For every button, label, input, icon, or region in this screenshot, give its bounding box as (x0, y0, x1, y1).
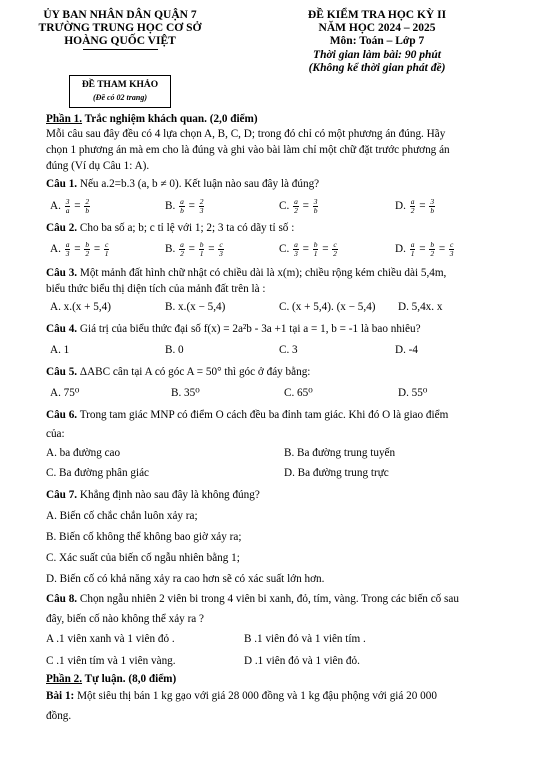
header-right-4: Thời gian làm bài: 90 phút (313, 49, 441, 61)
q5-option-b: B. 35⁰ (171, 387, 200, 399)
q7-option-b: B. Biến cố không thể không bao giờ xảy ra; (46, 531, 242, 543)
q8-option-d: D .1 viên đỏ và 1 viên đỏ. (244, 655, 360, 667)
part2-title: Phần 2. Tự luận. (8,0 điểm) (46, 673, 177, 685)
question-8-line-2: đây, biến cố nào không thể xảy ra ? (46, 613, 205, 625)
q2-option-a: A. $\frac{a}{3}$ = $\frac{b}{2}$ = $\frac{c}{1}$ (50, 240, 109, 258)
q7-option-d: D. Biến cố có khả năng xảy ra cao hơn sẽ có xác suất lớn hơn. (46, 573, 325, 585)
part1-title: Phần 1. Trắc nghiệm khách quan. (2,0 điểm) (46, 113, 258, 125)
q3-option-b: B. x.(x − 5,4) (165, 301, 226, 313)
reference-box-title: ĐỀ THAM KHẢO (81, 80, 159, 90)
q5-option-c: C. 65⁰ (284, 387, 313, 399)
q6-option-d: D. Ba đường trung trực (284, 467, 389, 479)
q8-option-c: C .1 viên tím và 1 viên vàng. (46, 655, 176, 667)
header-right-3: Môn: Toán – Lớp 7 (329, 35, 425, 47)
question-3-line-2: biểu thức biểu thị diện tích của mảnh đất trên là : (46, 283, 266, 295)
part1-intro-2: chọn 1 phương án mà em cho là đúng và ghi vào bài làm chỉ một chữ đặt trước phương án (46, 144, 450, 156)
q1-option-a: A. $\frac{3}{a}$ = $\frac{2}{b}$ (50, 197, 90, 215)
part1-intro-1: Mỗi câu sau đây đều có 4 lựa chọn A, B, C, D; trong đó chỉ có một phương án đúng. Hãy (46, 128, 446, 140)
q3-option-c: C. (x + 5,4). (x − 5,4) (279, 301, 376, 313)
q8-option-b: B .1 viên đỏ và 1 viên tím . (244, 633, 366, 645)
question-6: Câu 6. Trong tam giác MNP có điểm O cách đều ba đỉnh tam giác. Khi đó O là giao điểm (46, 409, 449, 421)
header-right-1: ĐỀ KIỂM TRA HỌC KỲ II (307, 9, 447, 21)
q8-option-a: A .1 viên xanh và 1 viên đỏ . (46, 633, 175, 645)
q4-option-a: A. 1 (50, 344, 70, 356)
question-8: Câu 8. Chọn ngẫu nhiên 2 viên bi trong 4 viên bi xanh, đỏ, tím, vàng. Trong các biến cố sau (46, 593, 459, 605)
part2-exercise-1-line-2: đồng. (46, 710, 72, 722)
header-left-2: TRƯỜNG TRUNG HỌC CƠ SỞ (38, 22, 202, 34)
question-7: Câu 7. Khẳng định nào sau đây là không đúng? (46, 489, 260, 501)
reference-box (69, 75, 171, 108)
question-5: Câu 5. ΔABC cân tại A có góc A = 50° thì góc ở đáy bằng: (46, 366, 311, 378)
q1-option-c: C. $\frac{a}{2}$ = $\frac{3}{b}$ (279, 197, 318, 215)
q1-option-d: D. $\frac{a}{2}$ = $\frac{3}{b}$ (395, 197, 435, 215)
q7-option-a: A. Biến cố chắc chắn luôn xảy ra; (46, 510, 198, 522)
question-6-line-2: của: (46, 428, 65, 440)
reference-box-note: (Đề có 02 trang) (93, 93, 147, 102)
q2-option-c: C. $\frac{a}{3}$ = $\frac{b}{1}$ = $\frac{c}{2}$ (279, 240, 337, 258)
part2-exercise-1: Bài 1: Một siêu thị bán 1 kg gạo với giá 28 000 đồng và 1 kg đậu phộng với giá 20 000 (46, 690, 437, 702)
q6-option-a: A. ba đường cao (46, 447, 121, 459)
q3-option-d: D. 5,4x. x (398, 301, 443, 313)
header-left-1: ỦY BAN NHÂN DÂN QUẬN 7 (43, 9, 197, 21)
q4-option-d: D. -4 (395, 344, 418, 356)
header-left-3: HOÀNG QUỐC VIỆT (64, 35, 176, 47)
header-right-2: NĂM HỌC 2024 – 2025 (318, 22, 436, 34)
q6-option-b: B. Ba đường trung tuyến (284, 447, 396, 459)
header-left-rule (83, 49, 158, 50)
q4-option-b: B. 0 (165, 344, 184, 356)
q4-option-c: C. 3 (279, 344, 298, 356)
q5-option-d: D. 55⁰ (398, 387, 428, 399)
q1-option-b: B. $\frac{a}{b}$ = $\frac{2}{3}$ (165, 197, 204, 215)
q2-option-b: B. $\frac{a}{2}$ = $\frac{b}{1}$ = $\frac{c}{3}$ (165, 240, 223, 258)
q7-option-c: C. Xác suất của biến cố ngẫu nhiên bằng 1; (46, 552, 240, 564)
question-1: Câu 1. Nếu a.2=b.3 (a, b ≠ 0). Kết luận nào sau đây là đúng? (46, 178, 320, 190)
header-right-5: (Không kể thời gian phát đề) (308, 62, 446, 74)
question-4: Câu 4. Giá trị của biểu thức đại số f(x) = 2a²b - 3a +1 tại a = 1, b = -1 là bao nhiêu? (46, 323, 421, 335)
q3-option-a: A. x.(x + 5,4) (50, 301, 111, 313)
q5-option-a: A. 75⁰ (50, 387, 80, 399)
question-2: Câu 2. Cho ba số a; b; c tỉ lệ với 1; 2; 3 ta có dãy tỉ số : (46, 222, 295, 234)
q6-option-c: C. Ba đường phân giác (46, 467, 150, 479)
question-3: Câu 3. Một mảnh đất hình chữ nhật có chiều dài là x(m); chiều rộng kém chiều dài 5,4m, (46, 267, 447, 279)
q2-option-d: D. $\frac{a}{1}$ = $\frac{b}{2}$ = $\frac{c}{3}$ (395, 240, 454, 258)
part1-intro-3: đúng (Ví dụ Câu 1: A). (46, 160, 150, 172)
